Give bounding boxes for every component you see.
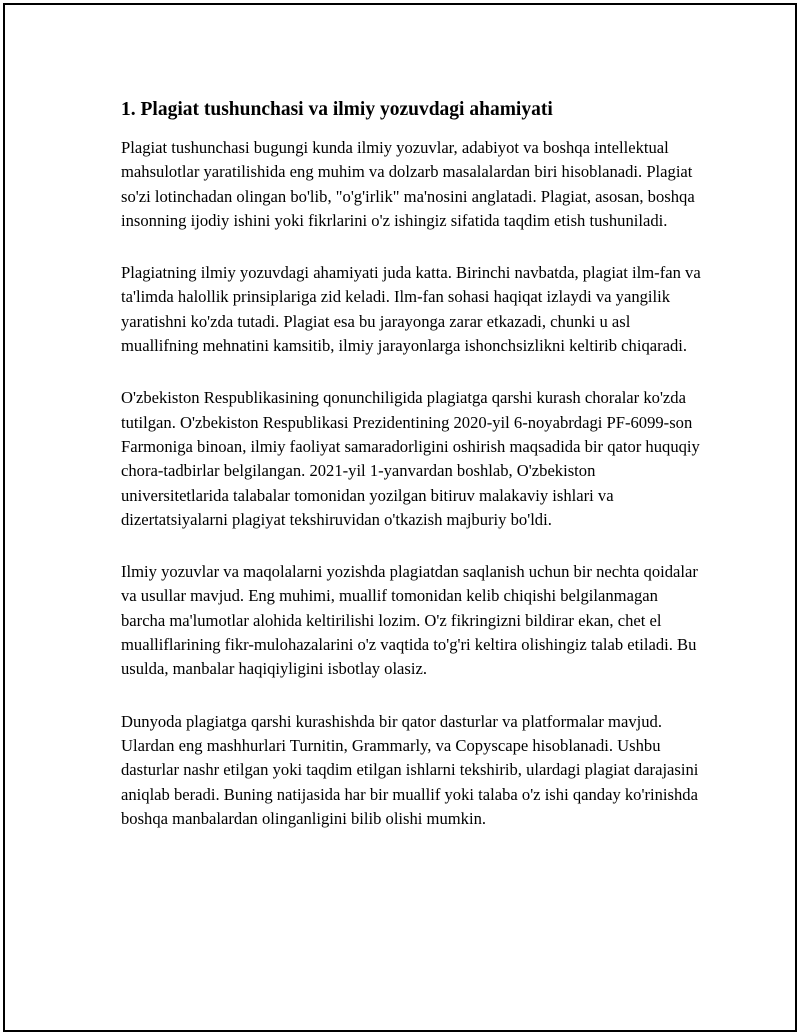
paragraph-2: Plagiatning ilmiy yozuvdagi ahamiyati juda katta. Birinchi navbatda, plagiat ilm-fan va ta'limda halollik prinsiplariga zid keladi. Ilm-fan sohasi haqiqat izlaydi va yangilik yaratishni ko'zda tutadi. Plagiat esa bu jarayonga zarar etkazadi, chunki u asl muallifning mehnatini kamsitib, ilmiy jarayonlarga ishonchsizlikni keltirib chiqaradi. xyxy=(121,263,701,356)
paragraph-5: Dunyoda plagiatga qarshi kurashishda bir qator dasturlar va platformalar mavjud. Ulardan eng mashhurlari Turnitin, Grammarly, va Copyscape hisoblanadi. Ushbu dasturlar nashr etilgan yoki taqdim etilgan ishlarni tekshirib, ulardagi plagiat darajasini aniqlab beradi. Buning natijasida har bir muallif yoki talaba o'z ishi qanday ko'rinishda boshqa manbalardan olinganligini bilib olishi mumkin. xyxy=(121,711,699,828)
paragraph-4: Ilmiy yozuvlar va maqolalarni yozishda plagiatdan saqlanish uchun bir nechta qoidalar va usullar mavjud. Eng muhimi, muallif tomonidan kelib chiqishi belgilanmagan barcha ma'lumotlar alohida keltirilishi lozim. O'z fikringizni bildirar ekan, chet el mualliflarining fikr-mulohazalarini o'z vaqtida to'g'ri keltira olishingiz talab etiladi. Bu usulda, manbalar haqiqiyligini isbotlay olasiz. xyxy=(121,562,698,679)
page-frame xyxy=(3,3,797,1032)
document-body xyxy=(121,97,701,859)
section-heading: 1. Plagiat tushunchasi va ilmiy yozuvdagi ahamiyati xyxy=(121,99,553,120)
paragraph-1: Plagiat tushunchasi bugungi kunda ilmiy yozuvlar, adabiyot va boshqa intellektual mahsulotlar yaratilishida eng muhim va dolzarb masalalardan biri hisoblanadi. Plagiat so'zi lotinchadan olingan bo'lib, "o'g'irlik" ma'nosini anglatadi. Plagiat, asosan, boshqa insonning ijodiy ishini yoki fikrlarini o'z ishingiz sifatida taqdim etish tushuniladi. xyxy=(121,138,695,230)
paragraph-3: O'zbekiston Respublikasining qonunchiligida plagiatga qarshi kurash choralar ko'zda tutilgan. O'zbekiston Respublikasi Prezidentining 2020-yil 6-noyabrdagi PF-6099-son Farmoniga binoan, ilmiy faoliyat samaradorligini oshirish maqsadida bir qator huquqiy chora-tadbirlar belgilangan. 2021-yil 1-yanvardan boshlab, O'zbekiston universitetlarida talabalar tomonidan yozilgan bitiruv malakaviy ishlari va dizertatsiyalarni plagiyat tekshiruvidan o'tkazish majburiy bo'ldi. xyxy=(121,388,700,529)
